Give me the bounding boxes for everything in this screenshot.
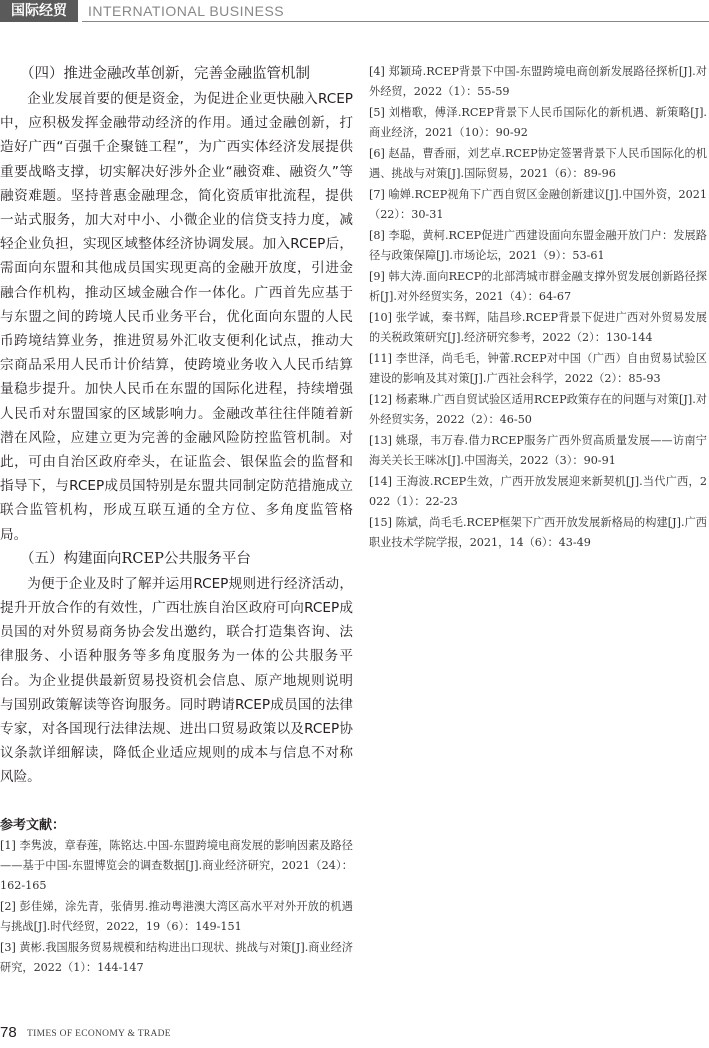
reference-item: [14] 王海波.RCEP生效，广西开放发展迎来新契机[J].当代广西，2022（1）：22-23 xyxy=(369,475,707,508)
reference-item: [5] 刘楷歌，傅泽.RCEP背景下人民币国际化的新机遇、新策略[J].商业经济，2021（10）：90-92 xyxy=(369,106,707,139)
magazine-name: TIMES OF ECONOMY & TRADE xyxy=(27,1029,171,1039)
reference-item: [6] 赵晶，曹香丽，刘艺卓.RCEP协定签署背景下人民币国际化的机遇、挑战与对策[J].国际贸易，2021（6）：89-96 xyxy=(369,147,707,180)
reference-item: [12] 杨素琳.广西自贸试验区适用RCEP政策存在的问题与对策[J].对外经贸实务，2022（2）：46-50 xyxy=(369,393,707,426)
reference-item: [8] 李聪，黄柯.RCEP促进广西建设面向东盟金融开放门户：发展路径与政策保障[J].市场论坛，2021（9）：53-61 xyxy=(369,229,707,262)
reference-item: [4] 郑颖琦.RCEP背景下中国-东盟跨境电商创新发展路径探析[J].对外经贸，2022（1）：55-59 xyxy=(369,65,707,98)
reference-item: [3] 黄彬.我国服务贸易规模和结构进出口现状、挑战与对策[J].商业经济研究，2022（1）：144-147 xyxy=(0,940,353,974)
section-4-body: 企业发展首要的便是资金，为促进企业更快融入RCEP中，应积极发挥金融带动经济的作用。通过金融创新，打造好广西“百强千企聚链工程”，为广西实体经济发展提供重要战略支撑，切实解决好涉外企业“融资难、融资久”等融资难题。坚持普惠金融理念，简化资质审批流程，提供一站式服务，加大对中小、小微企业的信贷支持力度，减轻企业负担，实现区域整体经济协调发展。加入RCEP后，需面向东盟和其他成员国实现更高的金融开放度，引进金融合作机构，推动区域金融合作一体化。广西首先应基于与东盟之间的跨境人民币业务平台，优化面向东盟的人民币跨境结算业务，推进贸易外汇收支便利化试点，推动大宗商品采用人民币计价结算，使跨境业务收入人民币结算量稳步提升。加快人民币在东盟的国际化进程，持续增强人民币对东盟国家的区域影响力。金融改革往往伴随着新潜在风险，应建立更为完善的金融风险防控监管机制。对此，可由自治区政府牵头，在证监会、银保监会的监督和指导下，与RCEP成员国特别是东盟共同制定防范措施成立联合监管机构，形成互联互通的全方位、多角度监管格局。 xyxy=(0,91,353,543)
references-heading: 参考文献： xyxy=(0,817,66,833)
reference-item: [13] 姚璟，韦万春.借力RCEP服务广西外贸高质量发展——访南宁海关关长王咪冰[J].中国海关，2022（3）：90-91 xyxy=(369,434,707,467)
section-4-title: （四）推进金融改革创新，完善金融监管机制 xyxy=(20,66,310,82)
reference-item: [10] 张学诚，秦书辉，陆昌珍.RCEP背景下促进广西对外贸易发展的关税政策研究[J].经济研究参考，2022（2）：130-144 xyxy=(369,311,707,344)
section-5-title: （五）构建面向RCEP公共服务平台 xyxy=(20,550,251,567)
reference-item: [15] 陈斌，尚毛毛.RCEP框架下广西开放发展新格局的构建[J].广西职业技术学院学报，2021，14（6）：43-49 xyxy=(369,516,707,549)
reference-item: [9] 韩大涛.面向RECP的北部湾城市群金融支撑外贸发展创新路径探析[J].对外经贸实务，2021（4）：64-67 xyxy=(369,270,707,303)
reference-item: [1] 李隽波，章春莲，陈铭达.中国-东盟跨境电商发展的影响因素及路径——基于中国-东盟博览会的调查数据[J].商业经济研究，2021（24）：162-165 xyxy=(0,838,353,892)
reference-item: [7] 喻婵.RCEP视角下广西自贸区金融创新建议[J].中国外资，2021（22）：30-31 xyxy=(369,188,707,221)
left-column xyxy=(0,62,353,979)
header-rule xyxy=(82,21,709,22)
page-header xyxy=(0,0,709,22)
reference-item: [2] 彭佳娣，涂先青，张倩男.推动粤港澳大湾区高水平对外开放的机遇与挑战[J].时代经贸，2022，19（6）：149-151 xyxy=(0,899,353,933)
column-tag: 国际经贸 xyxy=(0,0,78,22)
right-column xyxy=(369,62,707,554)
page-number: 78 xyxy=(0,1024,17,1041)
column-subtitle: INTERNATIONAL BUSINESS xyxy=(88,3,285,19)
page-footer xyxy=(0,1020,709,1048)
section-5-body: 为便于企业及时了解并运用RCEP规则进行经济活动，提升开放合作的有效性，广西壮族自治区政府可向RCEP成员国的对外贸易商务协会发出邀约，联合打造集咨询、法律服务、小语种服务等多角度服务为一体的公共服务平台。为企业提供最新贸易投资机会信息、原产地规则说明与国别政策解读等咨询服务。同时聘请RCEP成员国的法律专家，对各国现行法律法规、进出口贸易政策以及RCEP协议条款详细解读，降低企业适应规则的成本与信息不对称风险。 xyxy=(0,575,353,786)
reference-item: [11] 李世泽，尚毛毛，钟蕾.RCEP对中国（广西）自由贸易试验区建设的影响及其对策[J].广西社会科学，2022（2）：85-93 xyxy=(369,352,707,385)
